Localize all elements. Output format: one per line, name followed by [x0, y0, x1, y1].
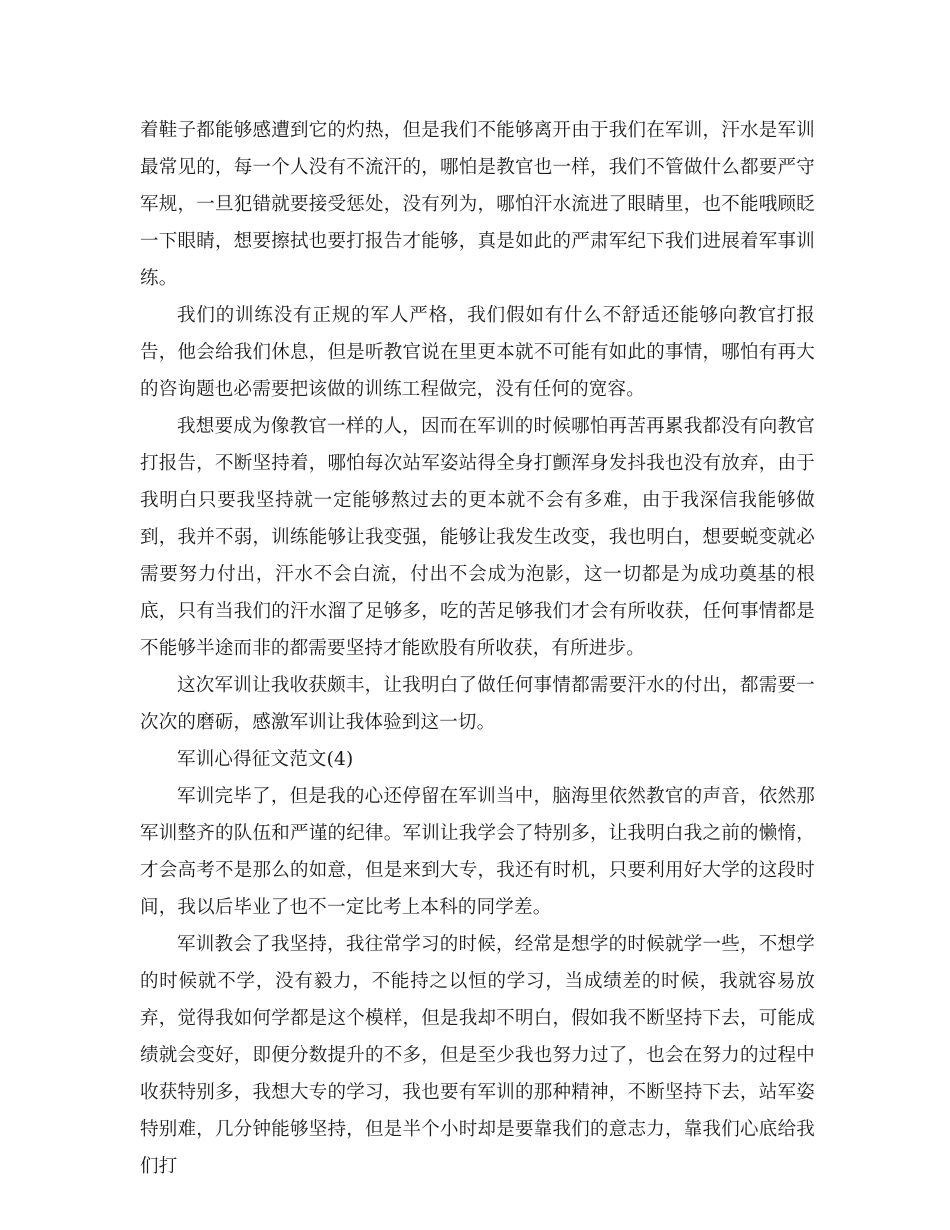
section-heading: 军训心得征文范文(4)	[177, 749, 354, 770]
paragraph-6: 军训教会了我坚持，我往常学习的时候，经常是想学的时候就学一些，不想学的时候就不学，没有毅力，不能持之以恒的学习，当成绩差的时候，我就容易放弃，觉得我如何学都是这个模样，但是我却不明白，假如我不断坚持下去，可能成绩就会变好，即便分数提升的不多，但是至少我也努力过了，也会在努力的过程中收获特别多，我想大专的学习，我也要有军训的那种精神，不断坚持下去，站军姿特别难，几分钟能够坚持，但是半个小时却是要靠我们的意志力，靠我们心底给我们打	[140, 934, 815, 1177]
paragraph-3: 我想要成为像教官一样的人，因而在军训的时候哪怕再苦再累我都没有向教官打报告，不断坚持着，哪怕每次站军姿站得全身打颤浑身发抖我也没有放弃，由于我明白只要我坚持就一定能够熬过去的更本就不会有多难，由于我深信我能够做到，我并不弱，训练能够让我变强，能够让我发生改变，我也明白，想要蜕变就必需要努力付出，汗水不会白流，付出不会成为泡影，这一切都是为成功奠基的根底，只有当我们的汗水溜了足够多，吃的苦足够我们才会有所收获，任何事情都是不能够半途而非的都需要坚持才能欧股有所收获，有所进步。	[140, 416, 815, 659]
paragraph-1: 着鞋子都能够感遭到它的灼热，但是我们不能够离开由于我们在军训，汗水是军训最常见的，每一个人没有不流汗的，哪怕是教官也一样，我们不管做什么都要严守军规，一旦犯错就要接受惩处，没有列为，哪怕汗水流进了眼睛里，也不能哦顾眨一下眼睛，想要擦拭也要打报告才能够，真是如此的严肃军纪下我们进展着军事训练。	[140, 120, 815, 289]
document-body	[140, 112, 815, 1185]
paragraph-4: 这次军训让我收获颇丰，让我明白了做任何事情都需要汗水的付出，都需要一次次的磨砺，感激军训让我体验到这一切。	[140, 675, 815, 733]
paragraph-2: 我们的训练没有正规的军人严格，我们假如有什么不舒适还能够向教官打报告，他会给我们休息，但是听教官说在里更本就不可能有如此的事情，哪怕有再大的咨询题也必需要把该做的训练工程做完，没有任何的宽容。	[140, 305, 815, 400]
paragraph-5: 军训完毕了，但是我的心还停留在军训当中，脑海里依然教官的声音，依然那军训整齐的队伍和严谨的纪律。军训让我学会了特别多，让我明白我之前的懒惰，才会高考不是那么的如意，但是来到大专，我还有时机，只要利用好大学的这段时间，我以后毕业了也不一定比考上本科的同学差。	[140, 786, 815, 918]
